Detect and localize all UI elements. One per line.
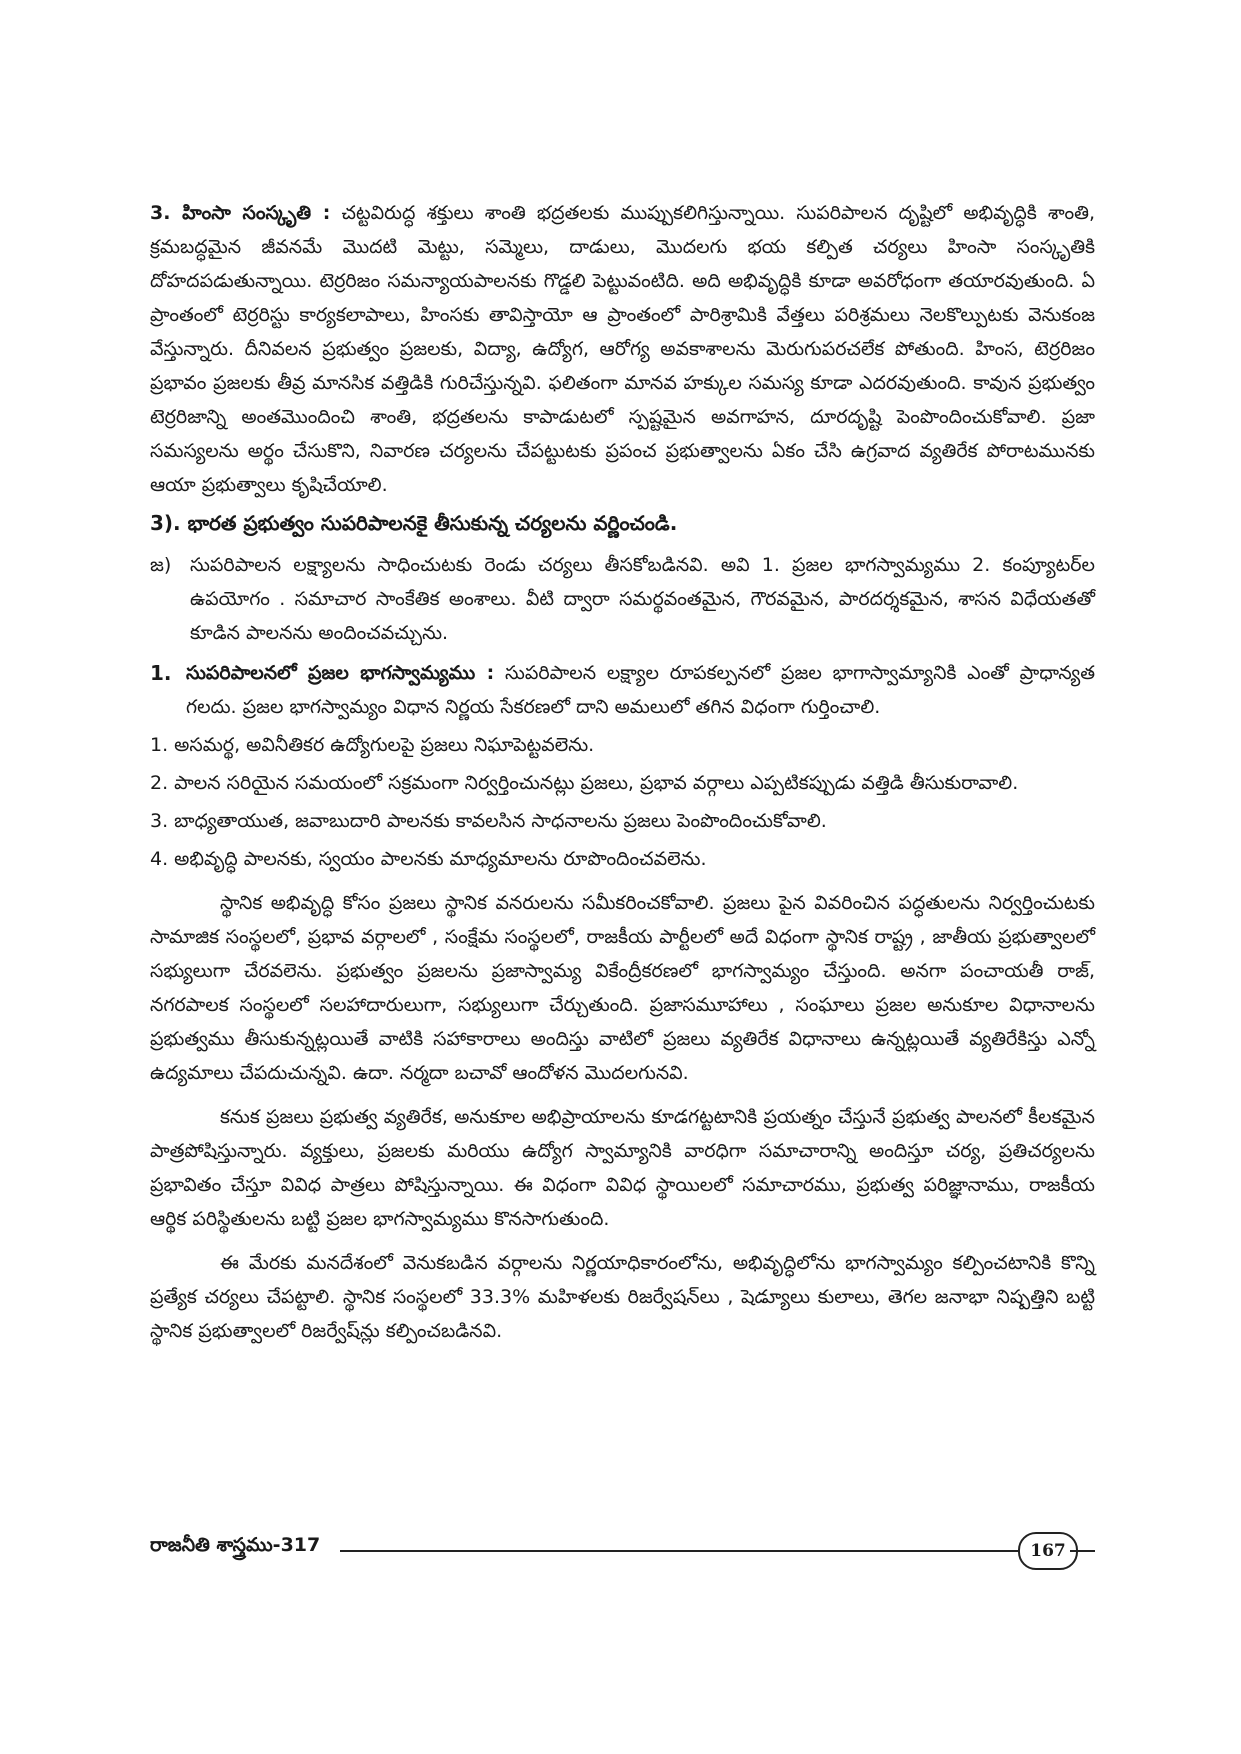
answer-tag: జ) xyxy=(150,554,172,576)
point-1-text: సుపరిపాలన లక్ష్యాల రూపకల్పనలో ప్రజల భాగాస్వామ్యానికి ఎంతో ప్రాధాన్యత గలదు. ప్రజల భాగస్వామ్యం విధాన నిర్ణయ సేకరణలో దాని అమలులో తగిన విధంగా గుర్తించాలి. xyxy=(186,662,1095,718)
paragraph-public-opinion: కనుక ప్రజలు ప్రభుత్వ వ్యతిరేక, అనుకూల అభిప్రాయాలను కూడగట్టటానికి ప్రయత్నం చేస్తునే ప్రభుత్వ పాలనలో కీలకమైన పాత్రపోషిస్తున్నారు. వ్యక్తులు, ప్రజలకు మరియు ఉద్యోగ స్వామ్యానికి వారధిగా సమాచారాన్ని అందిస్తూ చర్య, ప్రతిచర్యలను ప్రభావితం చేస్తూ వివిధ పాత్రలు పోషిస్తున్నాయి. ఈ విధంగా వివిధ స్థాయిలలో సమాచారము, ప్రభుత్వ పరిజ్ఞానాము, రాజకీయ ఆర్థిక పరిస్థితులను బట్టి ప్రజల భాగస్వామ్యము కొనసాగుతుంది. xyxy=(150,1106,1095,1230)
page-footer xyxy=(150,1528,1095,1568)
page-number-badge: 167 xyxy=(1018,1532,1078,1570)
footer-rule xyxy=(340,1550,1032,1552)
list-item: 2. పాలన సరియైన సమయంలో సక్రమంగా నిర్వర్తించునట్లు ప్రజలు, ప్రభావ వర్గాలు ఎప్పటికప్పుడు వత్తిడి తీసుకురావాలి. xyxy=(150,772,1019,794)
question-heading: 3). భారత ప్రభుత్వం సుపరిపాలనకై తీసుకున్న చర్యలను వర్ణించండి. xyxy=(150,511,678,535)
point-1-block xyxy=(150,656,1095,724)
point-1-number: 1. xyxy=(150,661,172,685)
paragraph-local-development: స్థానిక అభివృద్ధి కోసం ప్రజలు స్థానిక వనరులను సమీకరించకోవాలి. ప్రజలు పైన వివరించిన పద్ధతులను నిర్వర్తించుటకు సామాజిక సంస్థలలో, ప్రభావ వర్గాలలో , సంక్షేమ సంస్థలలో, రాజకీయ పార్టీలలో అదే విధంగా స్థానిక రాష్ట్ర , జాతీయ ప్రభుత్వాలలో సభ్యులుగా చేరవలెను. ప్రభుత్వం ప్రజలను ప్రజాస్వామ్య వికేంద్రీకరణలో భాగస్వామ్యం చేస్తుంది. అనగా పంచాయతీ రాజ్, నగరపాలక సంస్థలలో సలహాదారులుగా, సభ్యులుగా చేర్చుతుంది. ప్రజాసమూహాలు , సంఘాలు ప్రజల అనుకూల విధానాలను ప్రభుత్వము తీసుకున్నట్లయితే వాటికి సహాకారాలు అందిస్తు వాటిలో ప్రజలు వ్యతిరేక విధానాలు ఉన్నట్లయితే వ్యతిరేకిస్తు ఎన్నో ఉద్యమాలు చేపదుచున్నవి. ఉదా. నర్మదా బచావో ఆందోళన మొదలగునవి. xyxy=(150,892,1095,1084)
point-1-heading: సుపరిపాలనలో ప్రజల భాగస్వామ్యము : xyxy=(186,662,495,684)
list-item: 1. అసమర్థ, అవినీతికర ఉద్యోగులపై ప్రజలు నిఘాపెట్టవలెను. xyxy=(150,734,595,756)
footer-book-title: రాజనీతి శాస్త్రము-317 xyxy=(150,1534,321,1556)
footer-rule-right xyxy=(1070,1550,1095,1552)
page-content xyxy=(150,196,1095,1348)
paragraph-reservations: ఈ మేరకు మనదేశంలో వెనుకబడిన వర్గాలను నిర్ణయాధికారంలోను, అభివృద్ధిలోను భాగస్వామ్యం కల్పించటానికి కొన్ని ప్రత్యేక చర్యలు చేపట్టాలి. స్థానిక సంస్థలలో 33.3% మహిళలకు రిజర్వేషన్‌లు , షెడ్యూలు కులాలు, తెగల జనాభా నిష్పత్తిని బట్టి స్థానిక ప్రభుత్వాలలో రిజర్వేష్‌న్లు కల్పించబడినవి. xyxy=(150,1252,1095,1342)
answer-block xyxy=(150,548,1095,650)
list-item: 3. బాధ్యతాయుత, జవాబుదారి పాలనకు కావలసిన సాధనాలను ప్రజలు పెంపొందించుకోవాలి. xyxy=(150,810,827,832)
section-3-heading: 3. హింసా సంస్కృతి : xyxy=(150,202,331,224)
section-3-text: చట్టవిరుద్ధ శక్తులు శాంతి భద్రతలకు ముప్పుకలిగిస్తున్నాయి. సుపరిపాలన దృష్టిలో అభివృద్ధికి శాంతి, క్రమబద్ధమైన జీవనమే మొదటి మెట్టు, సమ్మెలు, దాడులు, మొదలగు భయ కల్పిత చర్యలు హింసా సంస్కృతికి దోహదపడుతున్నాయి. టెర్రరిజం సమన్యాయపాలనకు గొడ్డలి పెట్టువంటిది. అది అభివృద్ధికి కూడా అవరోధంగా తయారవుతుంది. ఏ ప్రాంతంలో టెర్రరిస్టు కార్యకలాపాలు, హింసకు తావిస్తాయో ఆ ప్రాంతంలో పారిశ్రామికి వేత్తలు పరిశ్రమలు నెలకొల్పుటకు వెనుకంజ వేస్తున్నారు. దీనివలన ప్రభుత్వం ప్రజలకు, విద్యా, ఉద్యోగ, ఆరోగ్య అవకాశాలను మెరుగుపరచలేక పోతుంది. హింస, టెర్రరిజం ప్రభావం ప్రజలకు తీవ్ర మానసిక వత్తిడికి గురిచేస్తున్నవి. ఫలితంగా మానవ హక్కుల సమస్య కూడా ఎదరవుతుంది. కావున ప్రభుత్వం టెర్రరిజాన్ని అంతమొందించి శాంతి, భద్రతలను కాపాడుటలో స్పష్టమైన అవగాహన, దూరదృష్టి పెంపొందించుకోవాలి. ప్రజా సమస్యలను అర్థం చేసుకొని, నివారణ చర్యలను చేపట్టుటకు ప్రపంచ ప్రభుత్వాలను ఏకం చేసి ఉగ్రవాద వ్యతిరేక పోరాటమునకు ఆయా ప్రభుత్వాలు కృషిచేయాలి. xyxy=(150,202,1096,496)
point-1-paragraph xyxy=(186,656,1095,724)
list-item: 4. అభివృద్ధి పాలనకు, స్వయం పాలనకు మాధ్యమాలను రూపొందించవలెను. xyxy=(150,848,707,870)
section-3-paragraph xyxy=(150,196,1095,502)
answer-text: సుపరిపాలన లక్ష్యాలను సాధించుటకు రెండు చర్యలు తీసకోబడినవి. అవి 1. ప్రజల భాగస్వామ్యము 2. కంప్యూటర్‌ల ఉపయోగం . సమాచార సాంకేతిక అంశాలు. వీటి ద్వారా సమర్థవంతమైన, గౌరవమైన, పారదర్శకమైన, శాసన విధేయతతో కూడిన పాలనను అందించవచ్చును. xyxy=(190,554,1095,644)
